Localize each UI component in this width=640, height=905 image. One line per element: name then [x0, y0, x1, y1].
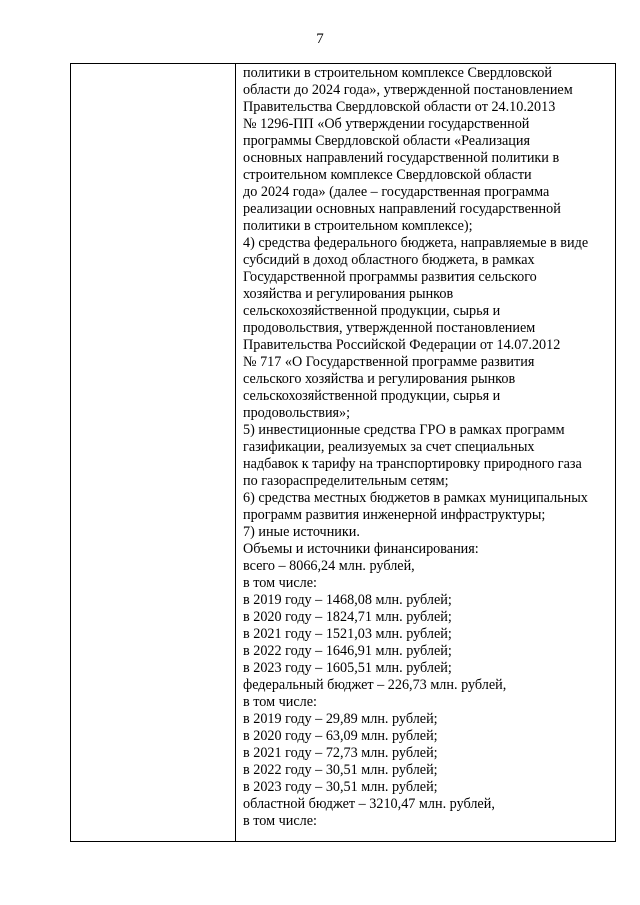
text-line: газификации, реализуемых за счет специальных: [243, 439, 535, 455]
text-line: политики в строительном комплексе);: [243, 218, 473, 234]
text-line: Правительства Свердловской области от 24.10.2013: [243, 99, 556, 115]
text-line: в 2020 году – 1824,71 млн. рублей;: [243, 609, 452, 625]
table-left-cell: [71, 64, 236, 841]
text-line: в 2021 году – 1521,03 млн. рублей;: [243, 626, 452, 642]
text-line: по газораспределительным сетям;: [243, 473, 449, 489]
text-line: продовольствия»;: [243, 405, 351, 421]
text-line: в 2022 году – 1646,91 млн. рублей;: [243, 643, 452, 659]
text-line: Правительства Российской Федерации от 14.07.2012: [243, 337, 561, 353]
text-line: в том числе:: [243, 813, 317, 829]
text-line: Государственной программы развития сельского: [243, 269, 537, 285]
text-line: 5) инвестиционные средства ГРО в рамках программ: [243, 422, 565, 438]
text-line: в том числе:: [243, 694, 317, 710]
text-line: сельскохозяйственной продукции, сырья и: [243, 303, 501, 319]
text-line: № 1296-ПП «Об утверждении государственной: [243, 116, 530, 132]
text-line: в 2023 году – 1605,51 млн. рублей;: [243, 660, 452, 676]
page-number: 7: [316, 31, 324, 47]
text-line: области до 2024 года», утвержденной постановлением: [243, 82, 573, 98]
text-line: строительном комплексе Свердловской области: [243, 167, 532, 183]
text-line: 7) иные источники.: [243, 524, 360, 540]
text-line: в 2020 году – 63,09 млн. рублей;: [243, 728, 438, 744]
text-line: в 2022 году – 30,51 млн. рублей;: [243, 762, 438, 778]
text-line: областной бюджет – 3210,47 млн. рублей,: [243, 796, 495, 812]
text-line: субсидий в доход областного бюджета, в рамках: [243, 252, 535, 268]
text-line: надбавок к тарифу на транспортировку природного газа: [243, 456, 582, 472]
text-line: сельского хозяйства и регулирования рынков: [243, 371, 516, 387]
table-right-cell: [236, 64, 615, 841]
text-line: № 717 «О Государственной программе развития: [243, 354, 535, 370]
text-line: до 2024 года» (далее – государственная программа: [243, 184, 550, 200]
text-line: в 2023 году – 30,51 млн. рублей;: [243, 779, 438, 795]
document-table: [70, 63, 616, 842]
text-line: 4) средства федерального бюджета, направляемые в виде: [243, 235, 589, 251]
text-line: основных направлений государственной политики в: [243, 150, 560, 166]
text-line: хозяйства и регулирования рынков: [243, 286, 454, 302]
text-line: всего – 8066,24 млн. рублей,: [243, 558, 415, 574]
text-line: продовольствия, утвержденной постановлением: [243, 320, 536, 336]
text-line: в 2019 году – 29,89 млн. рублей;: [243, 711, 438, 727]
text-line: политики в строительном комплексе Свердловской: [243, 65, 552, 81]
text-line: программы Свердловской области «Реализация: [243, 133, 530, 149]
text-line: программ развития инженерной инфраструктуры;: [243, 507, 546, 523]
text-line: федеральный бюджет – 226,73 млн. рублей,: [243, 677, 507, 693]
text-line: в 2021 году – 72,73 млн. рублей;: [243, 745, 438, 761]
text-line: в том числе:: [243, 575, 317, 591]
text-line: в 2019 году – 1468,08 млн. рублей;: [243, 592, 452, 608]
text-line: реализации основных направлений государственной: [243, 201, 561, 217]
text-line: 6) средства местных бюджетов в рамках муниципальных: [243, 490, 588, 506]
text-line: Объемы и источники финансирования:: [243, 541, 479, 557]
text-line: сельскохозяйственной продукции, сырья и: [243, 388, 501, 404]
